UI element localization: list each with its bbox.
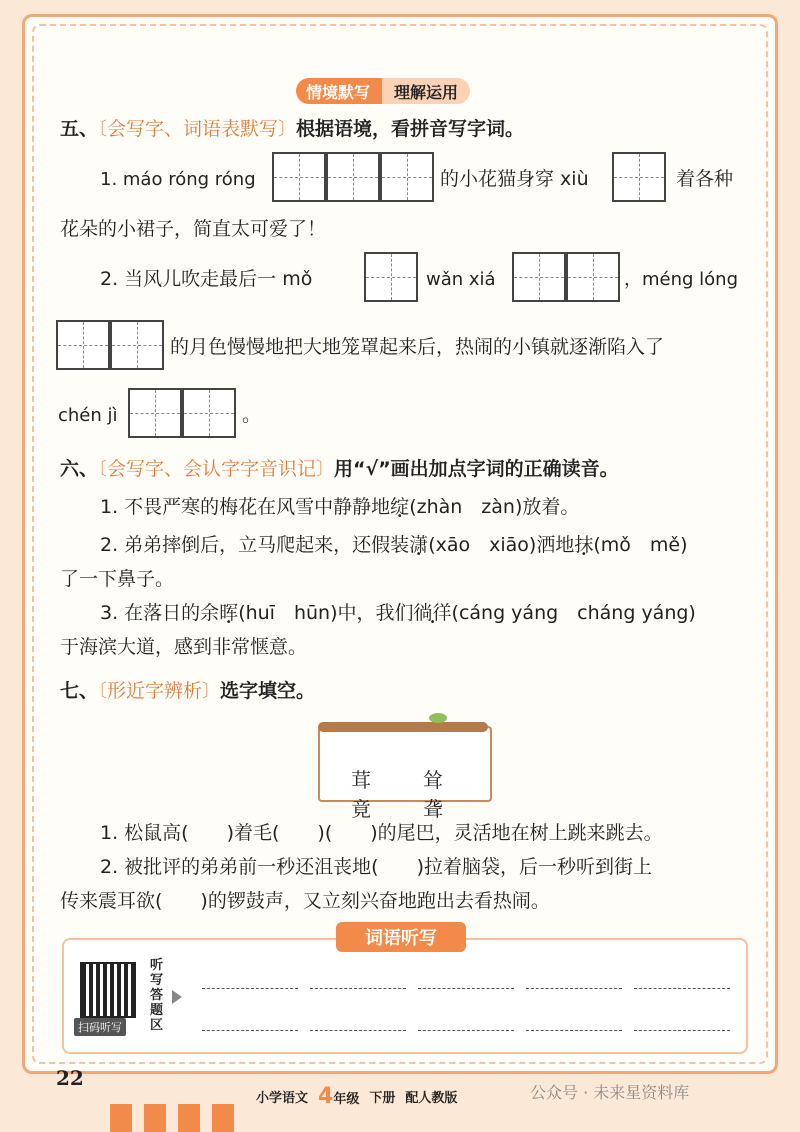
q5-line4 (170, 332, 800, 362)
q7-s1-text[interactable]: 1. 松鼠高( )着毛( )( )的尾巴，灵活地在树上跳来跳去。 (100, 822, 663, 844)
q5-line2 (60, 214, 760, 244)
word-choices: 茸 耸 竟 聋 (351, 768, 495, 821)
qr-code-icon[interactable] (80, 962, 136, 1018)
q6-s2-tail: 了一下鼻子。 (60, 568, 175, 590)
q6-s3-dotted2: 徜徉 (413, 602, 452, 624)
q6-s3-text: 3. 在落日的余 (100, 602, 220, 624)
q6-s3-options[interactable]: (huī hūn)中，我们 (238, 602, 414, 624)
q7-s1 (100, 818, 800, 848)
q6-s2-options2[interactable]: (mǒ mě) (593, 534, 688, 556)
q5-tag: 会写字、词语表默写 (107, 118, 279, 140)
dictation-line[interactable] (202, 988, 298, 989)
dictation-line[interactable] (418, 1030, 514, 1031)
answer-box[interactable] (56, 320, 110, 370)
q5-l3-pinyin: wǎn xiá (426, 269, 496, 290)
dictation-line[interactable] (310, 1030, 406, 1031)
dictation-line[interactable] (310, 988, 406, 989)
dictation-line[interactable] (418, 988, 514, 989)
q6-s2-text: 2. 弟弟摔倒后，立马爬起来，还假装 (100, 534, 410, 556)
q7-s3 (60, 886, 760, 916)
dictation-line[interactable] (634, 988, 730, 989)
q6-number: 六、 (60, 458, 99, 480)
dictation-line[interactable] (526, 988, 622, 989)
q5-line5-b (242, 400, 800, 430)
q7-header: 七、〔形近字辨析〕选字填空。 (60, 680, 316, 702)
q5-l4-text: 的月色慢慢地把大地笼罩起来后，热闹的小镇就逐渐陷入了 (170, 336, 665, 358)
answer-box[interactable] (128, 388, 182, 438)
q7-s2 (100, 852, 800, 882)
q5-instruction: 根据语境，看拼音写字词。 (296, 118, 525, 140)
q6-tag: 会写字、会认字字音识记 (107, 458, 317, 480)
answer-box[interactable] (380, 152, 434, 202)
q5-l3-pinyin2: ，méng lóng (624, 269, 739, 290)
footer-grade: 4 (318, 1084, 334, 1109)
arrow-right-icon (172, 990, 182, 1004)
q6-s3 (100, 598, 800, 628)
q6-s2-dotted: 潇 (409, 534, 429, 556)
q6-s3-dotted: 晖 (219, 602, 239, 624)
dictation-title: 词语听写 (336, 922, 466, 952)
page-number: 22 (56, 1066, 84, 1090)
q5-l1-pinyin: 1. máo róng róng (100, 169, 256, 190)
qr-label: 扫码听写 (74, 1018, 126, 1036)
dictation-line[interactable] (526, 1030, 622, 1031)
q6-s2 (100, 530, 800, 560)
answer-box[interactable] (512, 252, 566, 302)
q5-l5-period: 。 (242, 404, 262, 426)
q5-l1-tail: 着各种 (676, 168, 734, 190)
q5-l2-text: 花朵的小裙子，简直太可爱了！ (60, 218, 327, 240)
decorative-stripes (110, 1104, 234, 1132)
book-footer (256, 1084, 457, 1109)
q5-line1-c (676, 164, 800, 194)
answer-box[interactable] (326, 152, 380, 202)
q6-s1-dotted: 绽 (390, 496, 410, 518)
q5-header: 五、〔会写字、词语表默写〕根据语境，看拼音写字词。 (60, 118, 525, 140)
q7-instruction: 选字填空。 (220, 680, 316, 702)
answer-box[interactable] (612, 152, 666, 202)
footer-edition: 配人教版 (405, 1091, 458, 1106)
banner-left: 情境默写 (296, 78, 382, 104)
q5-l5-pinyin: chén jì (58, 405, 118, 426)
watermark: 公众号 · 未来星资料库 (530, 1083, 690, 1102)
footer-subject: 小学语文 (256, 1091, 309, 1106)
banner-right: 理解运用 (382, 78, 470, 104)
q7-tag: 形近字辨析 (107, 680, 203, 702)
answer-box[interactable] (110, 320, 164, 370)
q5-number: 五、 (60, 118, 99, 140)
answer-box[interactable] (566, 252, 620, 302)
dictation-line[interactable] (634, 1030, 730, 1031)
answer-box[interactable] (272, 152, 326, 202)
q7-s2-text[interactable]: 2. 被批评的弟弟前一秒还沮丧地( )拉着脑袋，后一秒听到街上 (100, 856, 652, 878)
q6-s2-options[interactable]: (xāo xiāo)洒地 (428, 534, 575, 556)
footer-term: 下册 (369, 1091, 396, 1106)
q6-s1-options[interactable]: (zhàn zàn)放着。 (409, 496, 580, 518)
q6-s1-text: 1. 不畏严寒的梅花在风雪中静静地 (100, 496, 391, 518)
q5-l1-text: 的小花猫身穿 xiù (440, 168, 589, 190)
footer-grade-suffix: 年级 (333, 1092, 360, 1107)
word-choice-sign (318, 726, 495, 821)
q5-line3-c (624, 264, 800, 295)
q6-s2-dotted2: 抹 (574, 534, 594, 556)
q6-s3-tail: 于海滨大道，感到非常惬意。 (60, 636, 308, 658)
q6-instruction: 用“√”画出加点字词的正确读音。 (334, 458, 619, 480)
q6-header: 六、〔会写字、会认字字音识记〕用“√”画出加点字词的正确读音。 (60, 458, 619, 480)
answer-area-label: 听写答题区 (150, 958, 164, 1033)
q7-number: 七、 (60, 680, 99, 702)
section-banner (296, 78, 470, 104)
branch-icon (318, 712, 488, 742)
answer-box[interactable] (182, 388, 236, 438)
q7-s3-text[interactable]: 传来震耳欲( )的锣鼓声，又立刻兴奋地跑出去看热闹。 (60, 890, 550, 912)
q6-s3-options2[interactable]: (cáng yáng cháng yáng) (451, 602, 696, 624)
dictation-line[interactable] (202, 1030, 298, 1031)
q5-l3-text: 2. 当风儿吹走最后一 mǒ (100, 268, 313, 290)
answer-box[interactable] (364, 252, 418, 302)
q6-s2-cont (60, 564, 760, 594)
q6-s3-cont (60, 632, 760, 662)
q6-s1 (100, 492, 800, 522)
